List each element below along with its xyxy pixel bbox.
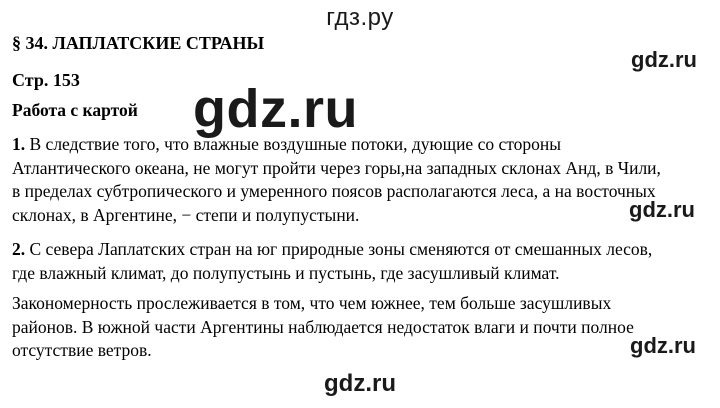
page-number-label: Стр. 153 bbox=[12, 70, 80, 90]
watermark-right-middle: gdz.ru bbox=[629, 197, 695, 222]
conclusion-paragraph bbox=[12, 292, 712, 363]
answer-2-line-2: где влажный климат, до полупустынь и пустынь, где засушливый климат. bbox=[12, 262, 560, 283]
answer-1 bbox=[12, 133, 712, 227]
conclusion-line-2: районов. В южной части Аргентины наблюдается недостаток влаги и почти полное bbox=[12, 316, 634, 337]
answer-1-line-1 bbox=[12, 133, 712, 157]
answer-1-line-4: склонах, в Аргентине, − степи и полупустыни. bbox=[12, 204, 360, 225]
conclusion-line-1: Закономерность прослеживается в том, что чем южнее, тем больше засушливых bbox=[12, 293, 612, 313]
site-header-watermark: гдз.ру bbox=[326, 4, 394, 31]
answer-1-line-1-text: В следствие того, что влажные воздушные потоки, дующие со стороны bbox=[25, 134, 562, 154]
answer-2-line-1-text: С севера Лаплатских стран на юг природные зоны сменяются от смешанных лесов, bbox=[25, 239, 653, 259]
watermark-right-bottom: gdz.ru bbox=[630, 333, 696, 358]
answer-1-line-2: Атлантического океана, не могут пройти через горы,на западных склонах Анд, в Чили, bbox=[12, 157, 661, 178]
answer-2 bbox=[12, 238, 712, 285]
conclusion-line-3: отсутствие ветров. bbox=[12, 340, 152, 360]
task-title: Работа с картой bbox=[12, 100, 138, 120]
answer-2-number: 2. bbox=[12, 239, 26, 259]
answer-1-line-3: в пределах субтропического и умеренного поясов располагаются леса, а на восточных bbox=[12, 181, 656, 201]
answer-2-line-1 bbox=[12, 238, 712, 262]
site-footer-watermark: gdz.ru bbox=[324, 370, 396, 397]
section-title: § 34. ЛАПЛАТСКИЕ СТРАНЫ bbox=[12, 33, 265, 53]
watermark-right-top: gdz.ru bbox=[631, 47, 697, 72]
watermark-large: gdz.ru bbox=[193, 79, 358, 139]
answer-1-number: 1. bbox=[12, 134, 26, 154]
